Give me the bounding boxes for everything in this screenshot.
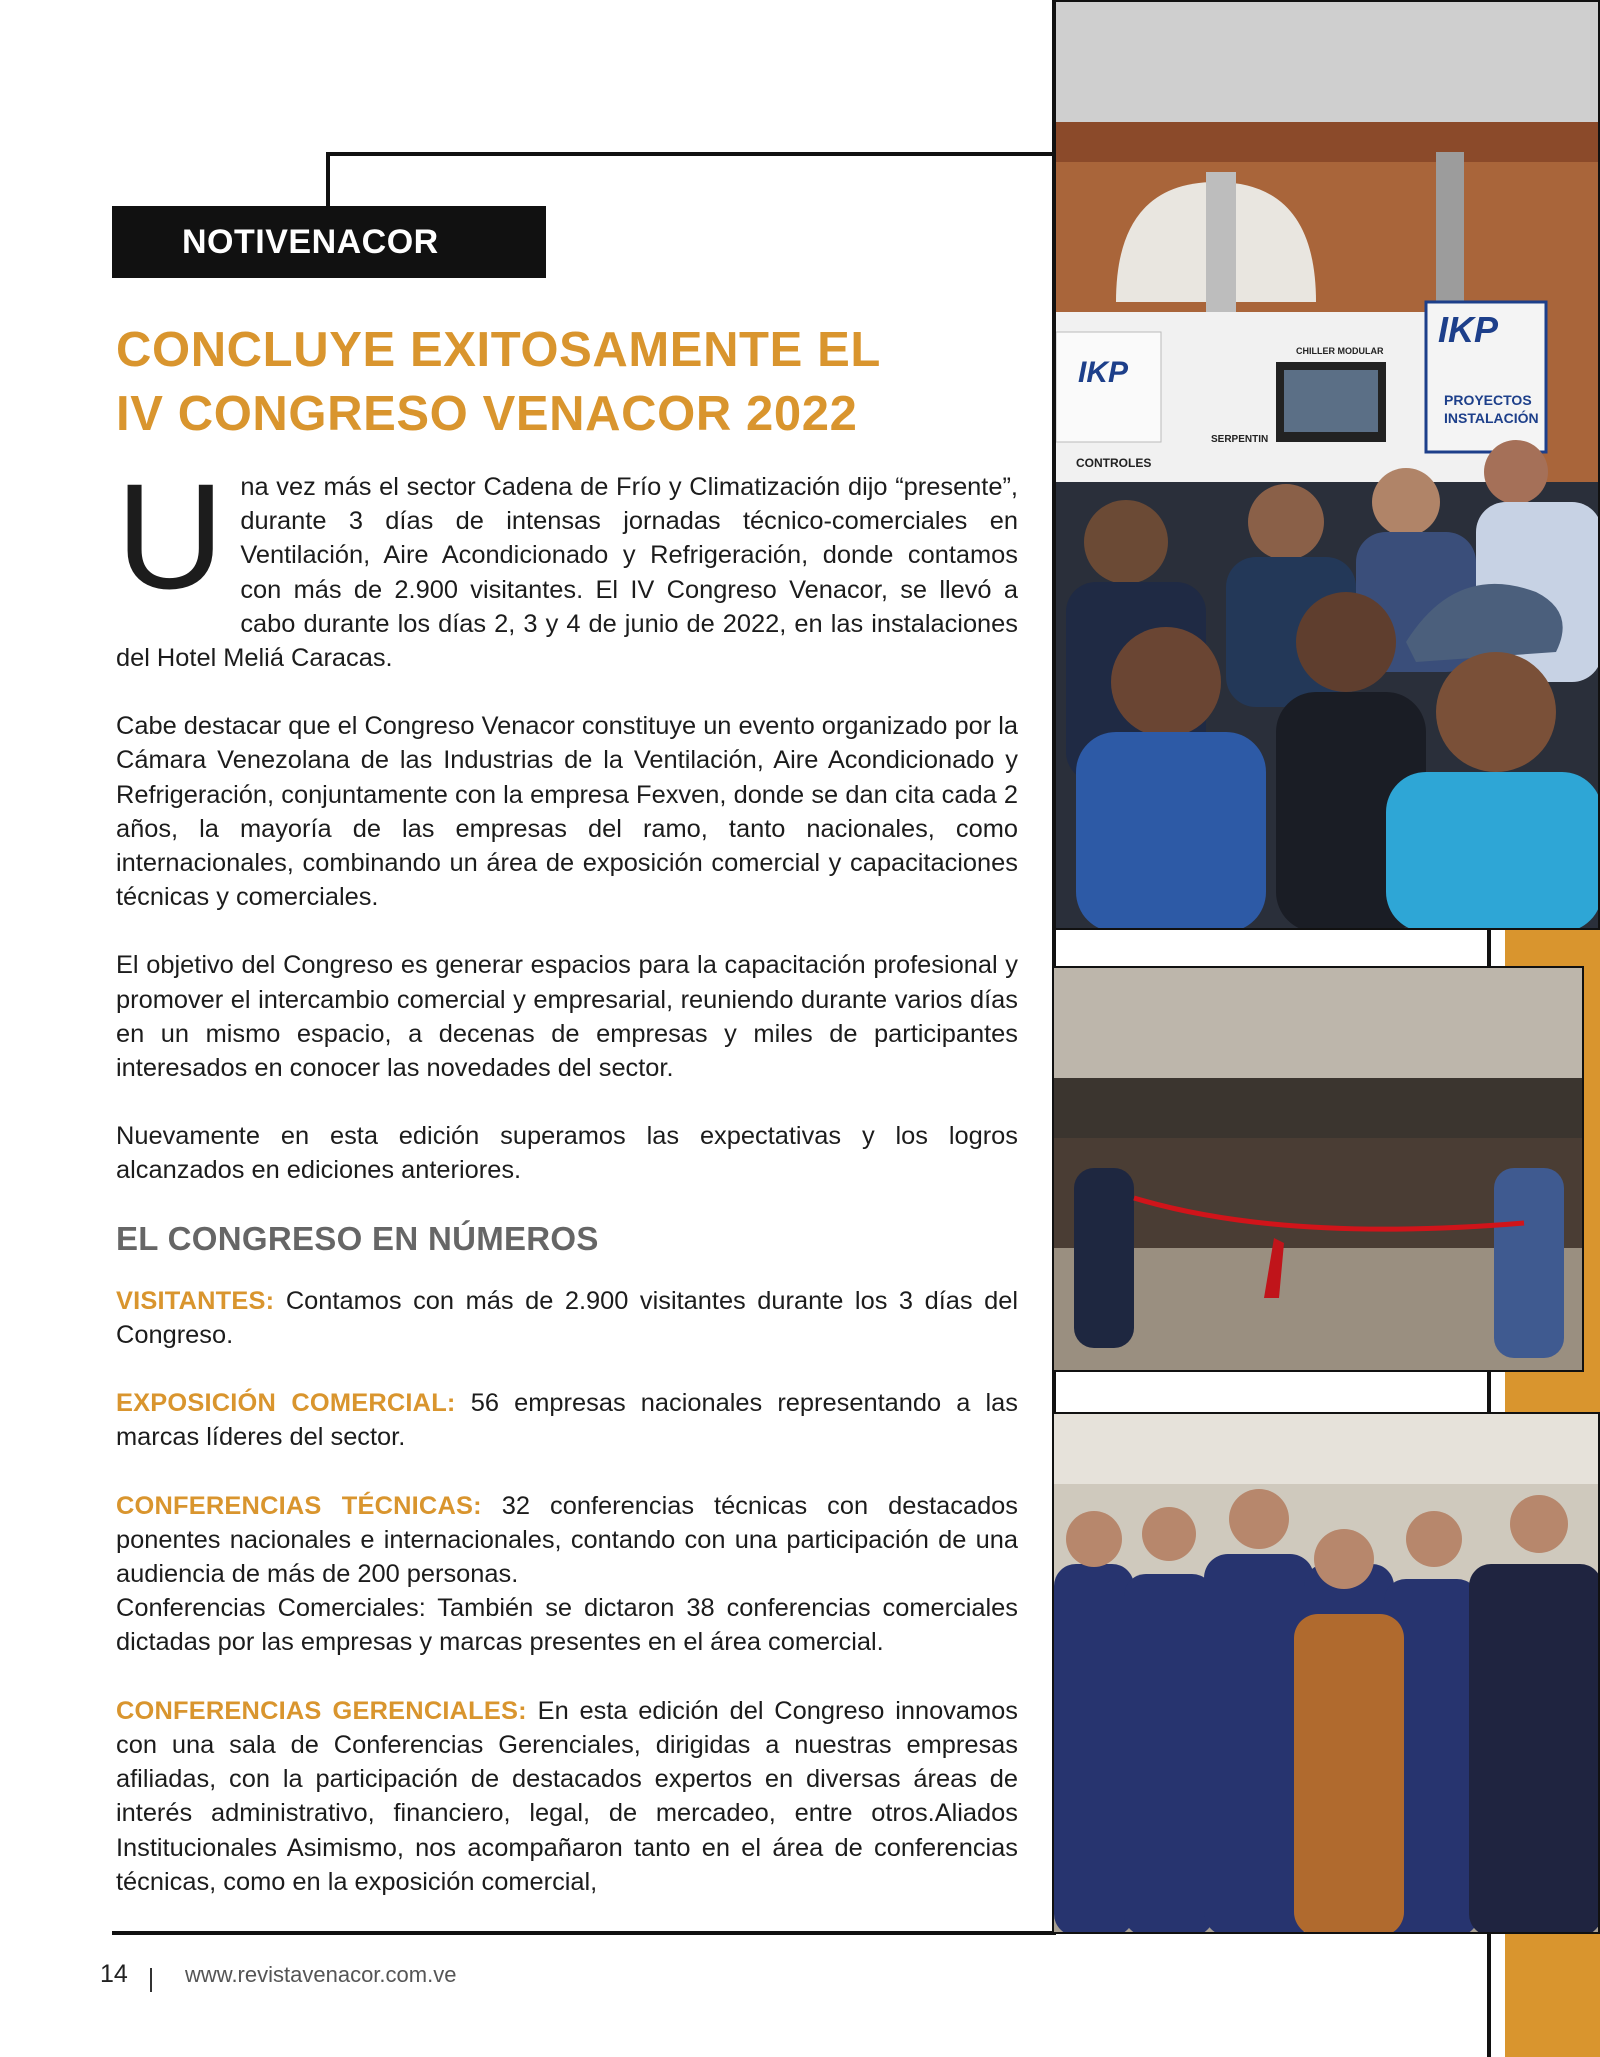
section-kicker: NOTIVENACOR <box>112 206 546 278</box>
photo-ribbon-cutting-image <box>1054 968 1584 1372</box>
sign-serpentin: SERPENTIN <box>1211 434 1269 445</box>
photo-group-image <box>1054 1414 1600 1934</box>
stat-exposicion <box>116 1386 1054 1454</box>
numbers-heading: EL CONGRESO EN NÚMEROS <box>116 1219 599 1257</box>
article-body <box>116 452 1054 1933</box>
footer-url: www.revistavenacor.com.ve <box>185 1962 457 1987</box>
paragraph: Cabe destacar que el Congreso Venacor constituye un evento organizado por la Cámara Venezolana de las Industrias de la Ventilación, Aire Acondicionado y Refrigeración, conjuntamente con la empresa Fexven, donde se dan cita cada 2 años, la mayoría de las empresas del ramo, tanto nacionales, como internacionales, combinando un área de exposición comercial y capacitaciones técnicas y comerciales. <box>116 712 1018 912</box>
conferencias-comerciales: Conferencias Comerciales: También se dictaron 38 conferencias comerciales dictadas por las empresas y marcas presentes en el área comercial. <box>116 1594 1018 1657</box>
stat-text: Contamos con más de 2.900 visitantes durante los 3 días del Congreso. <box>116 1286 1018 1350</box>
intro-text: na vez más el sector Cadena de Frío y Climatización dijo “presente”, durante 3 días de intensas jornadas técnico-comerciales en Ventilación, Aire Acondicionado y Refrigeración, donde contamos con más de 2.900 visitantes. El IV Congreso Venacor, se llevó a cabo durante los días 2, 3 y 4 de junio de 2022, en las instalaciones del Hotel Meliá Caracas. <box>116 473 1018 673</box>
stat-label: CONFERENCIAS GERENCIALES: <box>116 1696 527 1725</box>
sign-chiller: CHILLER MODULAR <box>1296 346 1384 356</box>
photo-ribbon-cutting <box>1052 966 1584 1372</box>
booth-logo: IKP <box>1438 309 1499 350</box>
stat-label: VISITANTES: <box>116 1286 275 1315</box>
drop-cap: U <box>116 452 225 620</box>
headline <box>116 318 1016 446</box>
frame-top-line <box>326 152 1056 156</box>
photo-expo-booth-image <box>1056 2 1600 930</box>
stat-conferencias-tecnicas <box>116 1489 1018 1592</box>
headline-line-2: IV CONGRESO VENACOR 2022 <box>116 387 858 441</box>
stat-visitantes <box>116 1284 1018 1352</box>
footer-divider <box>150 1968 152 1992</box>
stat-text: En esta edición del Congreso innovamos con una sala de Conferencias Gerenciales, dirigidas a nuestras empresas afiliadas, con la participación de destacados expertos en diversas áreas de interés administrativo, financiero, legal, de mercadeo, entre otros.Aliados Institucionales Asimismo, nos acompañaron tanto en el área de conferencias técnicas, como en la exposición comercial, <box>116 1696 1018 1896</box>
headline-line-1: CONCLUYE EXITOSAMENTE EL <box>116 323 881 377</box>
stat-text: 32 conferencias técnicas con destacados ponentes nacionales e internacionales, contando con una participación de una audiencia de más de 200 personas. <box>116 1491 1019 1589</box>
stat-text: 56 empresas nacionales representando a las marcas líderes del sector. <box>116 1389 1054 1452</box>
frame-top-vertical <box>326 152 330 212</box>
stat-conferencias-gerenciales <box>116 1694 1018 1899</box>
booth-line-1: PROYECTOS <box>1444 392 1532 408</box>
page-number: 14 <box>100 1960 128 1988</box>
paragraph: El objetivo del Congreso es generar espacios para la capacitación profesional y promover el intercambio comercial y empresarial, reuniendo durante varios días en un mismo espacio, a decenas de empresas y miles de participantes interesados en conocer las novedades del sector. <box>116 951 1018 1083</box>
stat-label: EXPOSICIÓN COMERCIAL: <box>116 1389 456 1418</box>
stat-label: CONFERENCIAS TÉCNICAS: <box>116 1491 482 1520</box>
booth-line-2: INSTALACIÓN <box>1444 410 1539 426</box>
sign-controles: CONTROLES <box>1076 456 1152 470</box>
intro-paragraph <box>116 452 1018 675</box>
paragraph: Nuevamente en esta edición superamos las expectativas y los logros alcanzados en ediciones anteriores. <box>116 1122 1018 1185</box>
photo-expo-booth <box>1054 0 1600 930</box>
booth-logo-small: IKP <box>1078 356 1129 389</box>
photo-group <box>1052 1412 1600 1934</box>
